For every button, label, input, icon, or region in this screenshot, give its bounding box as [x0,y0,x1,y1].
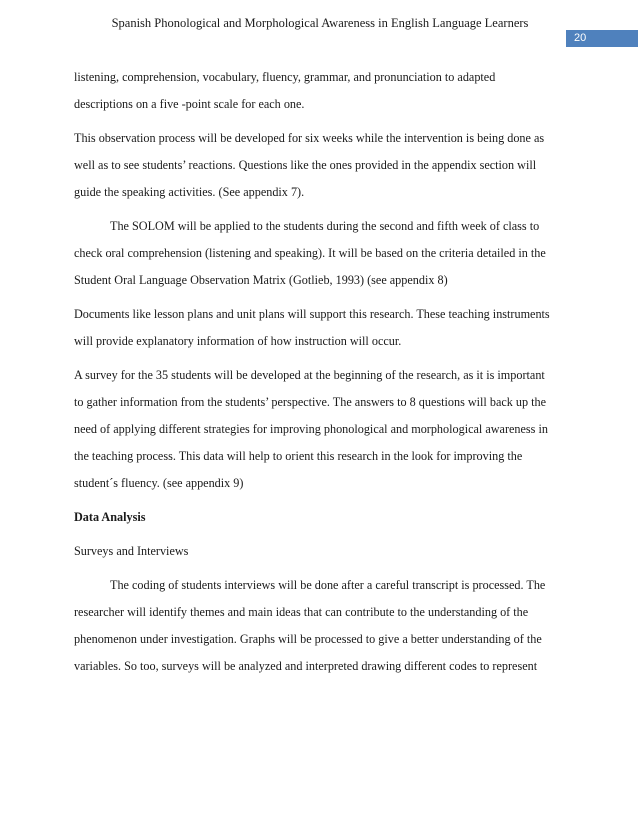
text-line: to gather information from the students’ perspective. The answers to 8 questions will back up the [74,395,547,409]
text-line: descriptions on a five -point scale for each one. [74,97,305,111]
text-line: student´s fluency. (see appendix 9) [74,476,244,490]
page-number-badge: 20 [566,30,638,47]
text-line: the teaching process. This data will help to orient this research in the look for improving the [74,449,523,463]
text-line: The SOLOM will be applied to the students during the second and fifth week of class to [110,219,540,233]
text-line: phenomenon under investigation. Graphs will be processed to give a better understanding of the [74,632,542,646]
text-line: listening, comprehension, vocabulary, fluency, grammar, and pronunciation to adapted [74,70,496,84]
text-line: need of applying different strategies for improving phonological and morphological awareness in [74,422,548,436]
text-line: check oral comprehension (listening and speaking). It will be based on the criteria detailed in the [74,246,546,260]
text-line: researcher will identify themes and main ideas that can contribute to the understanding of the [74,605,529,619]
text-line: variables. So too, surveys will be analyzed and interpreted drawing different codes to represent [74,659,538,673]
text-line: will provide explanatory information of how instruction will occur. [74,334,402,348]
paragraph [74,362,564,497]
text-line: Student Oral Language Observation Matrix (Gotlieb, 1993) (see appendix 8) [74,273,448,287]
paragraph [74,125,564,206]
text-line: This observation process will be developed for six weeks while the intervention is being done as [74,131,545,145]
text-line: Documents like lesson plans and unit plans will support this research. These teaching instruments [74,307,550,321]
body-text [74,64,564,680]
text-line: A survey for the 35 students will be developed at the beginning of the research, as it is important [74,368,545,382]
text-line: The coding of students interviews will be done after a careful transcript is processed. The [110,578,546,592]
paragraph [74,572,564,680]
text-line: guide the speaking activities. (See appendix 7). [74,185,305,199]
paragraph [74,213,564,294]
running-header: Spanish Phonological and Morphological Awareness in English Language Learners [111,16,529,30]
section-heading: Data Analysis [74,510,146,524]
text-line: well as to see students’ reactions. Questions like the ones provided in the appendix section will [74,158,537,172]
paragraph [74,301,564,355]
subsection-heading: Surveys and Interviews [74,544,189,558]
paragraph [74,64,564,118]
